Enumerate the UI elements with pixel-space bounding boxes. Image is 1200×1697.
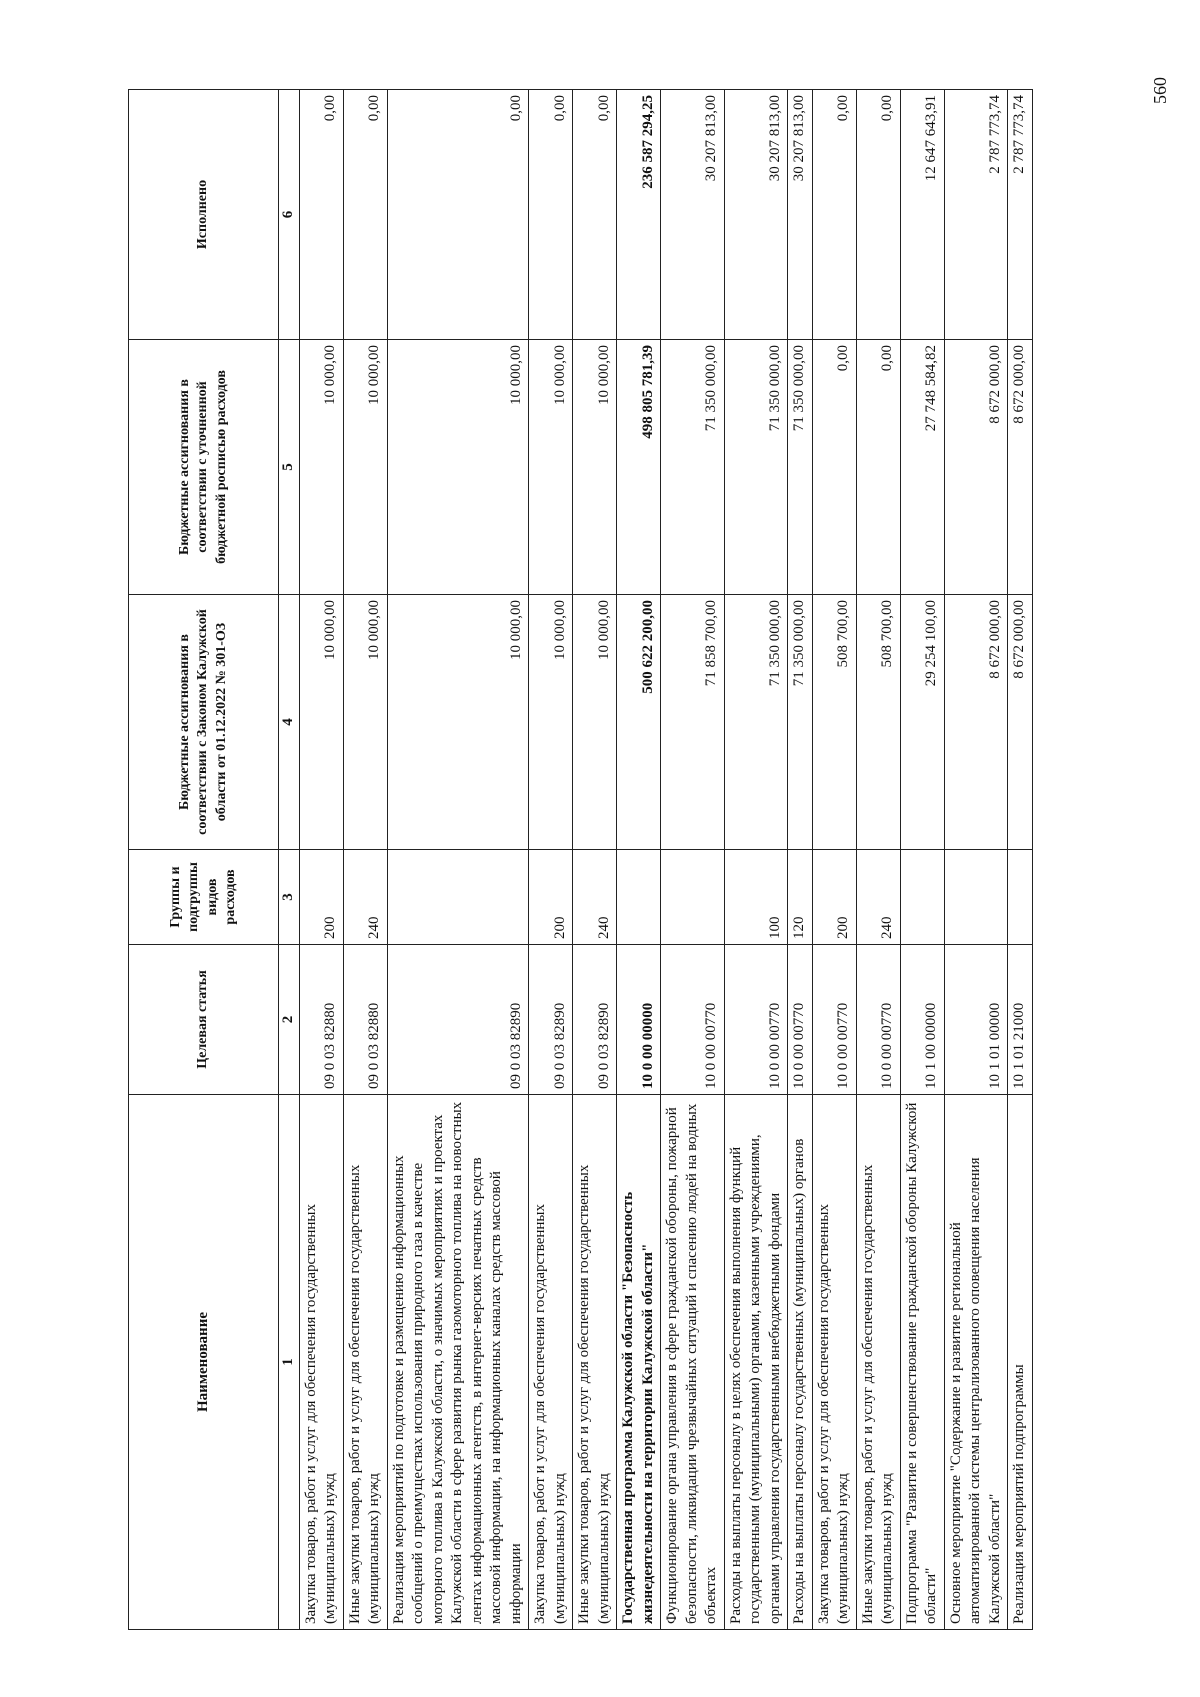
table-row	[788, 90, 813, 1630]
column-number: 6	[279, 90, 300, 340]
row-law: 10 000,00	[299, 595, 343, 850]
row-group: 200	[529, 850, 573, 945]
header-law: Бюджетные ассигнования в соответствии с Законом Калужской области от 01.12.2022 № 301-ОЗ	[129, 595, 279, 850]
header-name: Наименование	[129, 1095, 279, 1630]
row-name: Иные закупки товаров, работ и услуг для обеспечения государственных (муниципальных) нужд	[856, 1095, 900, 1630]
row-budget: 10 000,00	[299, 340, 343, 595]
row-name: Реализация мероприятий подпрограммы	[1008, 1095, 1033, 1630]
row-law: 71 858 700,00	[661, 595, 725, 850]
row-group: 200	[812, 850, 856, 945]
row-code: 10 0 00 00770	[788, 945, 813, 1095]
rotated-document	[128, 90, 1128, 1630]
row-name: Государственная программа Калужской области "Безопасность жизнедеятельности на территории Калужской области"	[617, 1095, 661, 1630]
row-name: Иные закупки товаров, работ и услуг для обеспечения государственных (муниципальных) нужд	[573, 1095, 617, 1630]
row-name: Подпрограмма "Развитие и совершенствование гражданской обороны Калужской области"	[900, 1095, 944, 1630]
row-executed: 0,00	[299, 90, 343, 340]
table-row	[573, 90, 617, 1630]
row-executed: 30 207 813,00	[661, 90, 725, 340]
row-executed: 0,00	[387, 90, 529, 340]
table-row	[900, 90, 944, 1630]
row-law: 71 350 000,00	[788, 595, 813, 850]
row-budget: 10 000,00	[387, 340, 529, 595]
row-group: 100	[724, 850, 788, 945]
row-budget: 27 748 584,82	[900, 340, 944, 595]
row-executed: 0,00	[856, 90, 900, 340]
row-executed: 2 787 773,74	[1008, 90, 1033, 340]
table-row	[724, 90, 788, 1630]
budget-table	[128, 89, 1033, 1630]
row-executed: 0,00	[812, 90, 856, 340]
row-budget: 0,00	[812, 340, 856, 595]
table-body	[299, 90, 1032, 1630]
row-name: Закупка товаров, работ и услуг для обеспечения государственных (муниципальных) нужд	[529, 1095, 573, 1630]
row-group: 120	[788, 850, 813, 945]
column-number-row	[279, 90, 300, 1630]
table-row	[661, 90, 725, 1630]
table-row	[856, 90, 900, 1630]
row-code: 10 0 00 00770	[812, 945, 856, 1095]
row-name: Расходы на выплаты персоналу государственных (муниципальных) органов	[788, 1095, 813, 1630]
row-code: 09 0 03 82890	[573, 945, 617, 1095]
table-row	[1008, 90, 1033, 1630]
table-row	[812, 90, 856, 1630]
row-budget: 10 000,00	[573, 340, 617, 595]
row-code: 10 0 00 00770	[856, 945, 900, 1095]
table-row	[617, 90, 661, 1630]
row-budget: 0,00	[856, 340, 900, 595]
row-code: 10 1 00 00000	[900, 945, 944, 1095]
row-budget: 10 000,00	[343, 340, 387, 595]
table-row	[944, 90, 1008, 1630]
column-number: 2	[279, 945, 300, 1095]
row-law: 29 254 100,00	[900, 595, 944, 850]
row-code: 10 0 00 00000	[617, 945, 661, 1095]
row-group: 240	[573, 850, 617, 945]
header-group: Группы и подгруппы видов расходов	[129, 850, 279, 945]
table-row	[343, 90, 387, 1630]
row-group	[617, 850, 661, 945]
row-executed: 12 647 643,91	[900, 90, 944, 340]
row-law: 10 000,00	[573, 595, 617, 850]
row-name: Основное мероприятие "Содержание и развитие региональной автоматизированной системы централизованного оповещения населения Калужской области"	[944, 1095, 1008, 1630]
row-name: Закупка товаров, работ и услуг для обеспечения государственных (муниципальных) нужд	[812, 1095, 856, 1630]
row-budget: 498 805 781,39	[617, 340, 661, 595]
row-code: 10 1 01 00000	[944, 945, 1008, 1095]
row-code: 10 0 00 00770	[661, 945, 725, 1095]
row-budget: 71 350 000,00	[788, 340, 813, 595]
row-code: 09 0 03 82880	[299, 945, 343, 1095]
row-name: Иные закупки товаров, работ и услуг для обеспечения государственных (муниципальных) нужд	[343, 1095, 387, 1630]
row-code: 10 0 00 00770	[724, 945, 788, 1095]
row-group	[661, 850, 725, 945]
row-code: 09 0 03 82890	[387, 945, 529, 1095]
row-name: Реализация мероприятий по подготовке и размещению информационных сообщений о преимуществах использования природного газа в качестве моторного топлива в Калужской области, о значимых мероприятиях и проектах Калужской области в сфере развития рынка газомоторного топлива на новостных лентах информационных агентств, в интернет-версиях печатных средств массовой информации, на информационных каналах средств массовой информации	[387, 1095, 529, 1630]
header-executed: Исполнено	[129, 90, 279, 340]
row-name: Закупка товаров, работ и услуг для обеспечения государственных (муниципальных) нужд	[299, 1095, 343, 1630]
row-group	[944, 850, 1008, 945]
page-number: 560	[1150, 77, 1170, 104]
row-group	[1008, 850, 1033, 945]
row-law: 10 000,00	[529, 595, 573, 850]
row-group	[900, 850, 944, 945]
row-law: 8 672 000,00	[1008, 595, 1033, 850]
row-law: 10 000,00	[387, 595, 529, 850]
table-row	[299, 90, 343, 1630]
row-budget: 10 000,00	[529, 340, 573, 595]
row-code: 09 0 03 82880	[343, 945, 387, 1095]
row-code: 10 1 01 21000	[1008, 945, 1033, 1095]
table-row	[529, 90, 573, 1630]
row-executed: 236 587 294,25	[617, 90, 661, 340]
row-executed: 0,00	[573, 90, 617, 340]
row-executed: 30 207 813,00	[788, 90, 813, 340]
row-group: 240	[856, 850, 900, 945]
row-budget: 8 672 000,00	[1008, 340, 1033, 595]
row-executed: 0,00	[529, 90, 573, 340]
row-law: 500 622 200,00	[617, 595, 661, 850]
row-law: 508 700,00	[856, 595, 900, 850]
row-executed: 0,00	[343, 90, 387, 340]
row-budget: 8 672 000,00	[944, 340, 1008, 595]
row-name: Расходы на выплаты персоналу в целях обеспечения выполнения функций государственными (муниципальными) органами, казенными учреждениями, органами управления государственными внебюджетными фондами	[724, 1095, 788, 1630]
row-budget: 71 350 000,00	[661, 340, 725, 595]
row-law: 508 700,00	[812, 595, 856, 850]
column-number: 1	[279, 1095, 300, 1630]
header-code: Целевая статья	[129, 945, 279, 1095]
row-law: 8 672 000,00	[944, 595, 1008, 850]
row-name: Функционирование органа управления в сфере гражданской обороны, пожарной безопасности, ликвидации чрезвычайных ситуаций и спасению людей на водных объектах	[661, 1095, 725, 1630]
row-code: 09 0 03 82890	[529, 945, 573, 1095]
column-number: 3	[279, 850, 300, 945]
row-group	[387, 850, 529, 945]
header-budget: Бюджетные ассигнования в соответствии с уточненной бюджетной росписью расходов	[129, 340, 279, 595]
table-header	[129, 90, 300, 1630]
row-executed: 30 207 813,00	[724, 90, 788, 340]
column-number: 4	[279, 595, 300, 850]
row-budget: 71 350 000,00	[724, 340, 788, 595]
row-group: 200	[299, 850, 343, 945]
row-law: 10 000,00	[343, 595, 387, 850]
column-number: 5	[279, 340, 300, 595]
row-executed: 2 787 773,74	[944, 90, 1008, 340]
row-group: 240	[343, 850, 387, 945]
row-law: 71 350 000,00	[724, 595, 788, 850]
table-row	[387, 90, 529, 1630]
